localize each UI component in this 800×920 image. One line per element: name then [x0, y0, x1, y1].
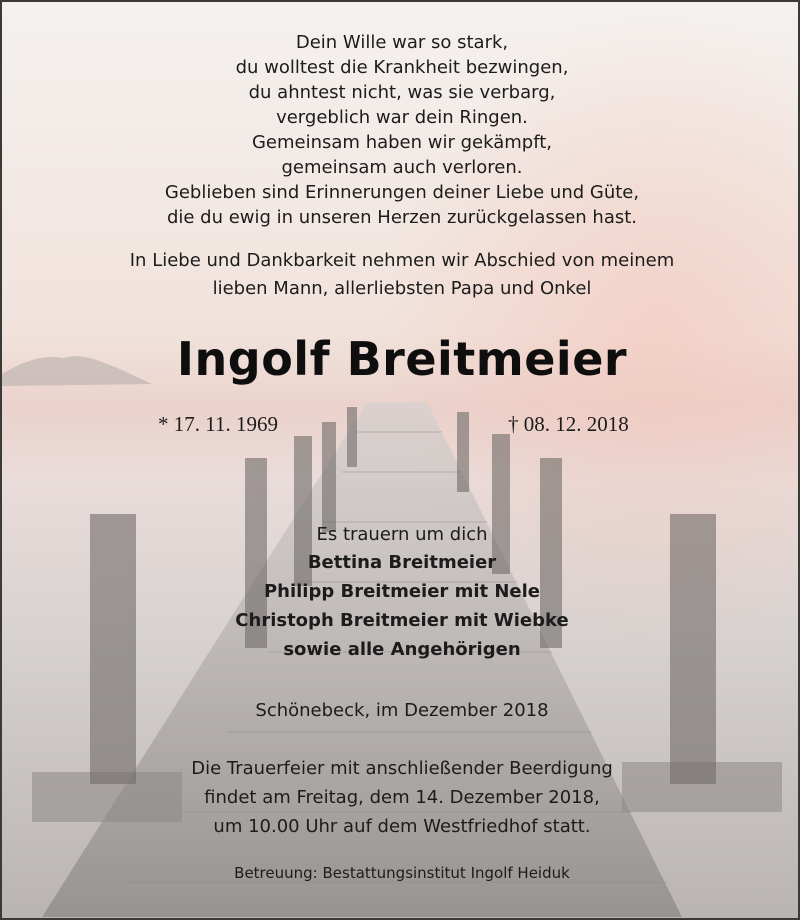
mourner-name: Philipp Breitmeier mit Nele — [263, 581, 541, 602]
death-date: † 08. 12. 2018 — [508, 412, 629, 436]
poem-line: du wolltest die Krankheit bezwingen, — [235, 57, 569, 78]
funeral-line: findet am Freitag, dem 14. Dezember 2018, — [204, 787, 600, 808]
mourner-name: sowie alle Angehörigen — [283, 639, 521, 660]
poem-line: Geblieben sind Erinnerungen deiner Liebe und Güte, — [164, 182, 640, 203]
place-date: Schönebeck, im Dezember 2018 — [255, 700, 549, 721]
poem-line: gemeinsam auch verloren. — [281, 157, 523, 178]
funeral-line: Die Trauerfeier mit anschließender Beerdigung — [191, 758, 613, 779]
poem-line: du ahntest nicht, was sie verbarg, — [248, 82, 556, 103]
intro-line: In Liebe und Dankbarkeit nehmen wir Abschied von meinem — [129, 250, 675, 271]
poem-line: vergeblich war dein Ringen. — [276, 107, 528, 128]
mourners-heading: Es trauern um dich — [316, 524, 488, 545]
poem-line: Dein Wille war so stark, — [295, 32, 509, 53]
undertaker-note: Betreuung: Bestattungsinstitut Ingolf Heiduk — [234, 864, 570, 882]
funeral-line: um 10.00 Uhr auf dem Westfriedhof statt. — [213, 816, 591, 837]
mourner-name: Christoph Breitmeier mit Wiebke — [235, 610, 569, 631]
birth-date: * 17. 11. 1969 — [158, 412, 278, 436]
deceased-name: Ingolf Breitmeier — [176, 332, 628, 386]
intro-line: lieben Mann, allerliebsten Papa und Onkel — [212, 278, 592, 299]
poem-line: Gemeinsam haben wir gekämpft, — [251, 132, 552, 153]
poem-line: die du ewig in unseren Herzen zurückgelassen hast. — [166, 207, 638, 228]
mourner-name: Bettina Breitmeier — [307, 552, 497, 573]
